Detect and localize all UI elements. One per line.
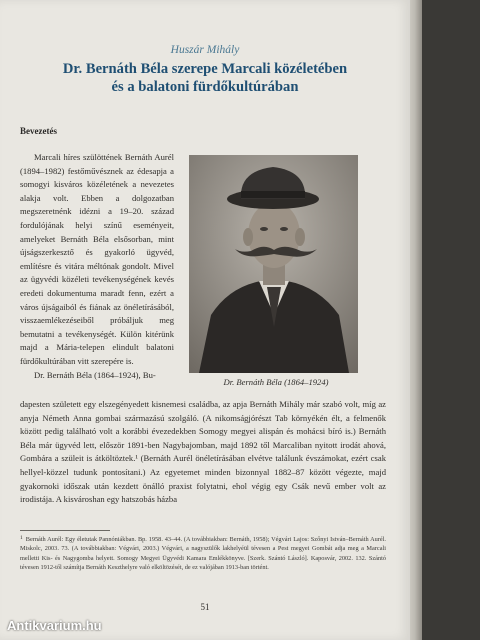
section-heading: Bevezetés (20, 126, 57, 136)
footnote (20, 534, 386, 573)
paragraph-bio-continued: dapesten született egy elszegényedett kisnemesi családba, az apja Bernáth Mihály már szabó volt, míg az anyja Németh Anna gombai származású szolgáló. (A nikomságjórészt Tab környékén élt, a felmenők között pedig található volt a korábbi évezedekben Somogy megyei alispán és mohácsi bíró is.) Bernáth Béla már ügyvéd lett, először 1891-ben Nagybajomban, majd 1892 től Marcaliban nyitott irodát ahová, Gombára a szüleit is átköltöztek.¹ (Bernáth Aurél önéletírásában elvétve találunk évszámokat, ezért csak hellyel-közzel tudunk pontosítani.) Az egyetemet minden bizonnyal 1882–87 között végezte, majd gyakornoki időszak után kezdett önálló praxist folytatni, ehol végig egy Csák nevű ember volt az irodistája. A kisvároshan egy hatszobás házba (20, 399, 386, 505)
footnote-text: Bernáth Aurél: Egy életutak Pannóniákban. Bp. 1958. 43–44. (A továbbiakban: Bernáth, 1958); Végvári Lajos: Szőnyi István–Bernáth Aurél. Miskolc, 2003. 73. (A továbbiakban: Végvári, 2003.) Végvári, a nagyszülők lakhelyéül tévesen a Pest megyei Gombát adja meg a Marcali melletti Kis- és Nagygomba helyett. Somogy Megyei Ügyvédi Kamara Emlékkönyve. [Szerk. Szántó László]. Kaposvár, 2002. 132. Szántó tévesen 1912-től számítja Bernáth Keszthelyre való elköltözését, de ez valójában 1913-ban történt. (20, 536, 386, 572)
photo-caption: Dr. Bernáth Béla (1864–1924) (223, 377, 329, 387)
title-line-1: Dr. Bernáth Béla szerepe Marcali közéletében (62, 61, 348, 77)
paragraph-bio-start: Dr. Bernáth Béla (1864–1924), Bu- (34, 369, 156, 380)
author-name: Huszár Mihály (170, 44, 240, 56)
portrait-photo (189, 155, 358, 373)
page-number: 51 (200, 602, 210, 612)
paragraph-intro: Marcali híres szülöttének Bernáth Aurél (1894–1982) festőművésznek az édesapja a somogyi kisváros közéletének a nevezetes alakja volt. Ebben a dolgozatban megszeretnénk idézni a 19–20. század fordulójának helyi színű eseményeit, amelyeket Bernáth Béla elsősorban, mint újságszerkesztő és gyakorló ügyvéd, említésre és vitára méltónak gondolt. Mivel az ügyvédi közéleti tevékenységének kevés eredeti dokumentuma maradt fenn, ezért a város újságaiból és fiának az önéletírásából, visszaemlékezéseiből próbáljuk meg bemutatni a tevékenységét. Külön kitérünk majd a Mária-telepen elindult balatoni fürdőkultúrában vitt szerepére is. (20, 152, 174, 366)
watermark-logo: Antikvarium.hu (7, 618, 102, 633)
portrait-image (189, 155, 358, 373)
article-title (10, 60, 400, 96)
footnote-number: 1 (20, 535, 23, 541)
footnote-divider (20, 530, 110, 531)
title-line-2: és a balatoni fürdőkultúrában (111, 79, 299, 95)
body-text (20, 398, 386, 507)
column-text (20, 151, 174, 382)
